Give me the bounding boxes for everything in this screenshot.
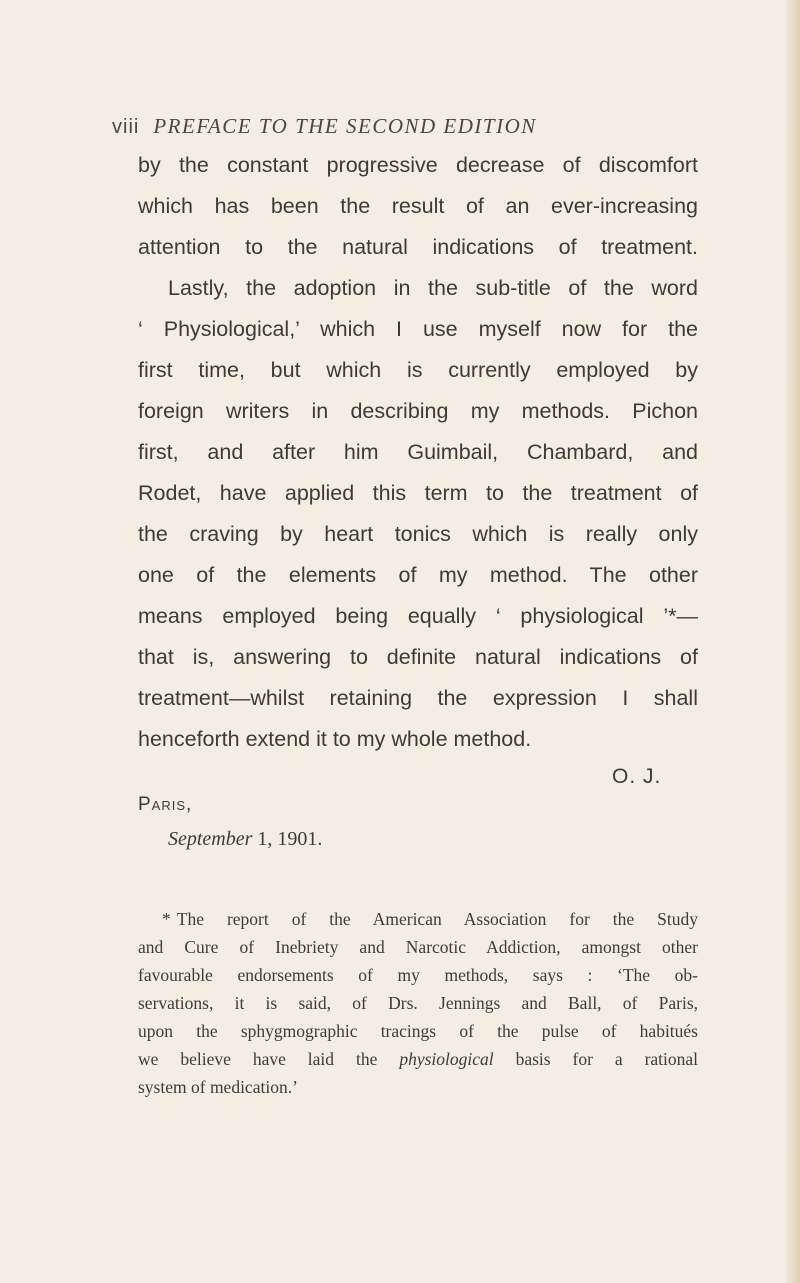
footnote-text: we believe have laid the [138,1049,378,1069]
body-line: first, and after him Guimbail, Chambard, and [138,440,698,464]
page-edge-shadow [786,0,800,1283]
body-line: that is, answering to definite natural indications of [138,645,698,669]
footnote-line: system of medication.’ [138,1077,298,1097]
footnote-mark: * [162,909,171,929]
running-title: PREFACE TO THE SECOND EDITION [153,114,537,138]
footnote-italic-term: physiological [399,1049,494,1069]
footnote-line: favourable endorsements of my methods, says : ‘The ob- [138,965,698,985]
signature-initials: O. J. [612,765,662,788]
body-line: henceforth extend it to my whole method. [138,727,532,751]
date-rest: 1, 1901. [257,828,323,850]
running-head [112,114,732,144]
body-line: first time, but which is currently employed by [138,358,698,382]
body-line: the craving by heart tonics which is really only [138,522,698,546]
date-month: September [168,828,253,850]
footnote-line [138,1045,698,1073]
body-line: one of the elements of my method. The other [138,563,698,587]
date-line [168,828,322,851]
body-line: which has been the result of an ever-increasing [138,194,698,218]
body-line: by the constant progressive decrease of discomfort [138,153,698,177]
footnote-text: The report of the American Association for the Study [176,909,698,929]
footnote-text: basis for a rational [515,1049,699,1069]
body-line: foreign writers in describing my methods. Pichon [138,399,698,423]
body-line: attention to the natural indications of treatment. [138,235,698,259]
body-line: treatment—whilst retaining the expression I shall [138,686,698,710]
body-line: means employed being equally ‘ physiological ’*— [138,604,698,628]
body-line: ‘ Physiological,’ which I use myself now for the [138,317,698,341]
page-number: viii [112,116,140,138]
footnote-line [162,905,698,933]
footnote-line: servations, it is said, of Drs. Jennings and Ball, of Paris, [138,993,698,1013]
footnote-line: and Cure of Inebriety and Narcotic Addiction, amongst other [138,937,698,957]
place-line: Paris, [138,794,193,815]
body-line: Rodet, have applied this term to the treatment of [138,481,698,505]
footnote-line: upon the sphygmographic tracings of the pulse of habitués [138,1021,698,1041]
body-line: Lastly, the adoption in the sub-title of the word [168,276,698,300]
